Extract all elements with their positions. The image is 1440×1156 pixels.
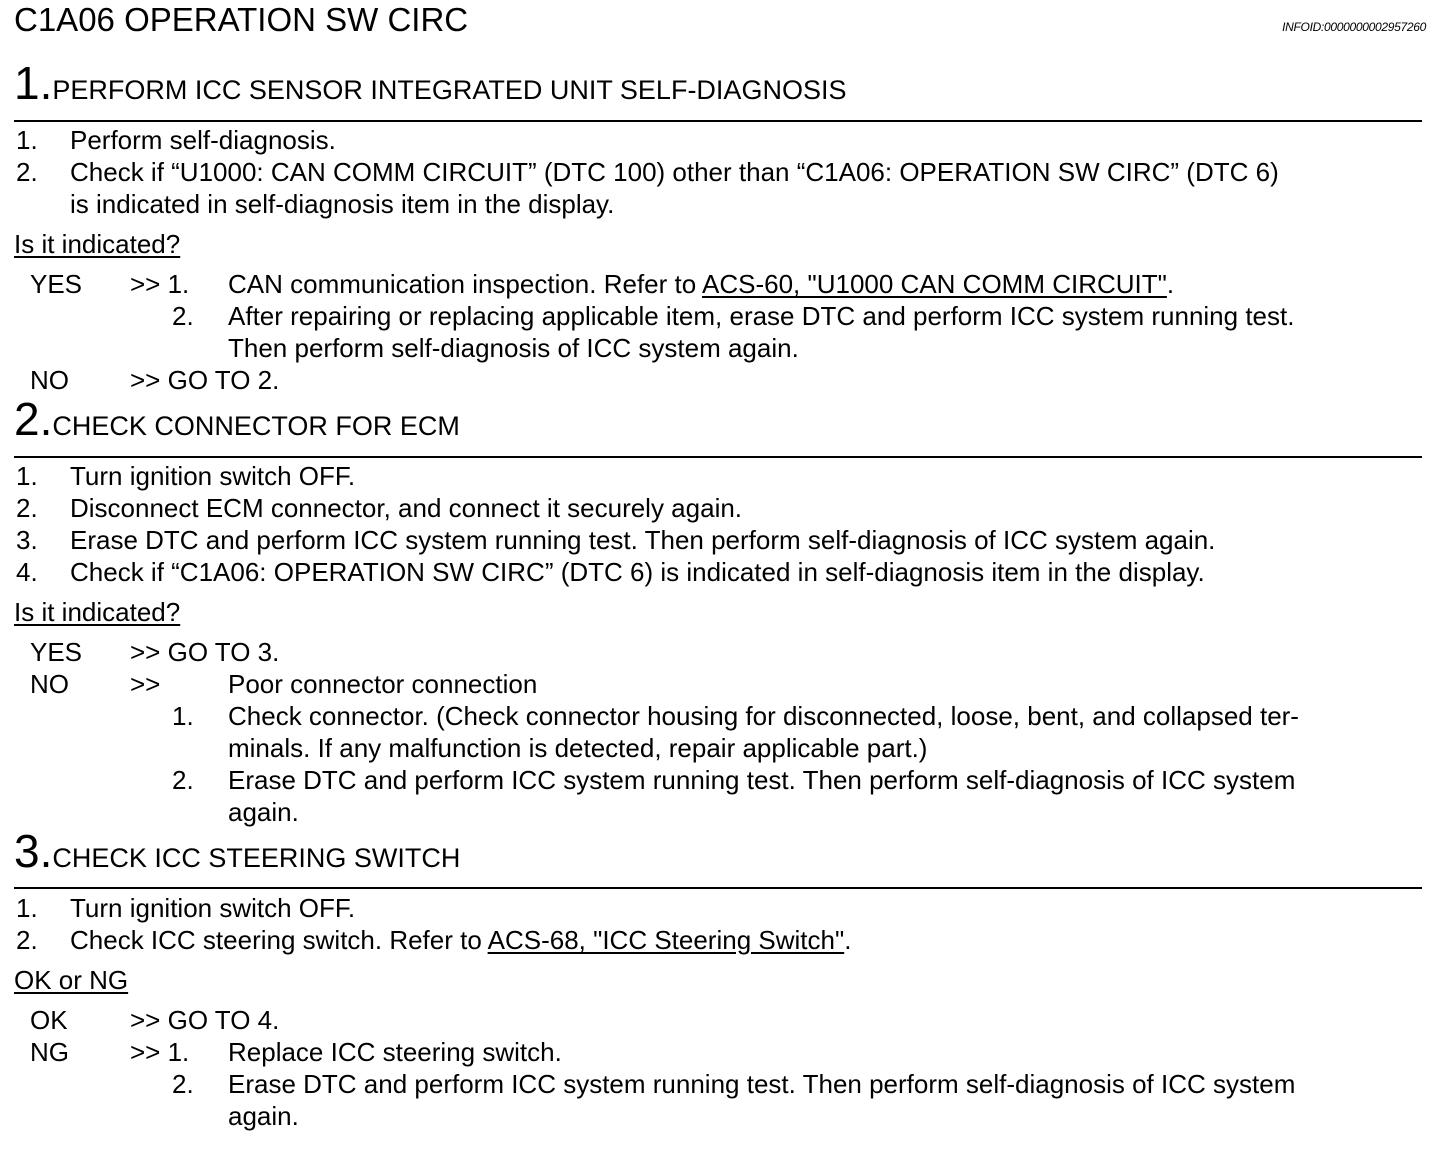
answer-yes-action: >> GO TO 3. — [130, 637, 280, 667]
ref-link-acs-68[interactable]: ACS-68, "ICC Steering Switch" — [487, 925, 845, 955]
answer-ng-step-2: Erase DTC and perform ICC system running test. Then perform self-diagnosis of ICC system — [228, 1069, 1296, 1099]
sub-step-number: 2. — [172, 765, 194, 795]
step-number: 3. — [14, 825, 53, 877]
step-title: CHECK CONNECTOR FOR ECM — [52, 411, 460, 441]
answer-yes-label: YES — [30, 637, 83, 667]
list-number: 4. — [16, 557, 38, 587]
step-text-suffix: . — [844, 925, 852, 955]
list-number: 1. — [16, 125, 38, 155]
list-item: Turn ignition switch OFF. — [70, 461, 356, 491]
list-number: 2. — [16, 493, 38, 523]
list-number: 2. — [16, 157, 38, 187]
answer-no-heading: Poor connector connection — [228, 669, 538, 699]
step-text-suffix: . — [1166, 269, 1175, 299]
answer-yes-step-2: After repairing or replacing applicable item, erase DTC and perform ICC system running test. — [228, 301, 1295, 331]
step-title: CHECK ICC STEERING SWITCH — [52, 843, 461, 873]
answer-no-label: NO — [30, 669, 69, 699]
answer-ok-label: OK — [30, 1005, 68, 1035]
list-item: Turn ignition switch OFF. — [70, 893, 356, 923]
sub-step-number: 2. — [172, 301, 194, 331]
page-title: C1A06 OPERATION SW CIRC — [14, 1, 469, 38]
answer-yes-step-1 — [228, 268, 1174, 300]
question-label: OK or NG — [14, 965, 129, 995]
answer-no-step-2: Erase DTC and perform ICC system running test. Then perform self-diagnosis of ICC system — [228, 765, 1296, 795]
answer-arrow: >> 1. — [130, 269, 190, 299]
step-text: Check ICC steering switch. Refer to — [70, 925, 488, 955]
step-2-heading — [14, 394, 1422, 451]
answer-yes-label: YES — [30, 269, 83, 299]
list-item: Disconnect ECM connector, and connect it securely again. — [70, 493, 743, 523]
answer-yes-step-2-continued: Then perform self-diagnosis of ICC system again. — [228, 333, 799, 363]
answer-ok-action: >> GO TO 4. — [130, 1005, 280, 1035]
info-id: INFOID:0000000002957260 — [1282, 20, 1426, 34]
question-label: Is it indicated? — [14, 597, 181, 627]
answer-ng-label: NG — [30, 1037, 69, 1067]
step-number: 2. — [14, 393, 53, 445]
answer-arrow: >> 1. — [130, 1037, 190, 1067]
divider — [14, 887, 1422, 889]
list-number: 3. — [16, 525, 38, 555]
step-3-heading — [14, 826, 1422, 883]
sub-step-number: 1. — [172, 701, 194, 731]
list-number: 1. — [16, 893, 38, 923]
answer-no-label: NO — [30, 365, 69, 395]
list-item — [70, 924, 851, 956]
list-item: Check if “C1A06: OPERATION SW CIRC” (DTC 6) is indicated in self-diagnosis item in the display. — [70, 557, 1205, 587]
divider — [14, 456, 1422, 458]
page-header — [14, 0, 1426, 42]
ref-link-acs-60[interactable]: ACS-60, "U1000 CAN COMM CIRCUIT" — [702, 269, 1167, 299]
step-number: 1. — [14, 57, 53, 109]
answer-no-step-1-continued: minals. If any malfunction is detected, repair applicable part.) — [228, 733, 928, 763]
list-number: 1. — [16, 461, 38, 491]
sub-step-number: 2. — [172, 1069, 194, 1099]
list-item: Erase DTC and perform ICC system running test. Then perform self-diagnosis of ICC system again. — [70, 525, 1216, 555]
list-item-continued: is indicated in self-diagnosis item in the display. — [70, 189, 615, 219]
divider — [14, 120, 1422, 122]
step-text: CAN communication inspection. Refer to — [228, 269, 702, 299]
answer-ng-step-1: Replace ICC steering switch. — [228, 1037, 562, 1067]
list-item: Perform self-diagnosis. — [70, 125, 336, 155]
answer-no-step-1: Check connector. (Check connector housing for disconnected, loose, bent, and collapsed ter- — [228, 701, 1299, 731]
question-label: Is it indicated? — [14, 229, 181, 259]
answer-ng-step-2-continued: again. — [228, 1101, 299, 1131]
list-number: 2. — [16, 925, 38, 955]
step-title: PERFORM ICC SENSOR INTEGRATED UNIT SELF-DIAGNOSIS — [52, 75, 847, 105]
step-1-heading — [14, 58, 1422, 115]
list-item: Check if “U1000: CAN COMM CIRCUIT” (DTC 100) other than “C1A06: OPERATION SW CIRC” (DTC 6) — [70, 157, 1279, 187]
answer-no-step-2-continued: again. — [228, 797, 299, 827]
answer-no-action: >> GO TO 2. — [130, 365, 280, 395]
answer-arrow: >> — [130, 669, 161, 699]
